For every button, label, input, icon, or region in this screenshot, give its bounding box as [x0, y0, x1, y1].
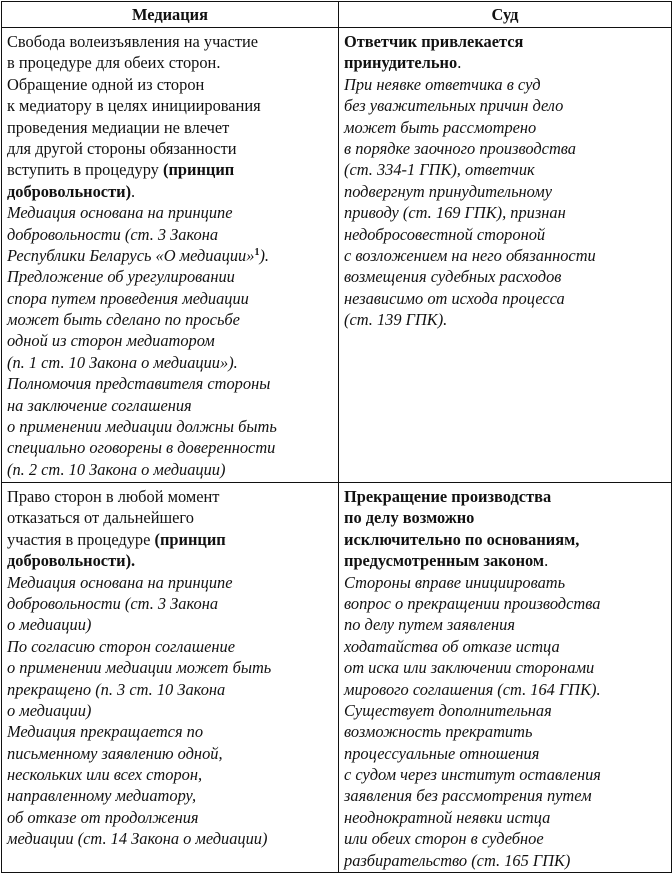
- text-line: подвергнут принудительному: [344, 181, 552, 201]
- text-line: в процедуре для обеих сторон.: [7, 53, 221, 73]
- text-fragment: .: [457, 53, 462, 73]
- text-line: нескольких или всех сторон,: [7, 765, 203, 785]
- text-line: добровольности (ст. 3 Закона: [7, 593, 219, 613]
- text-line: (п. 2 ст. 10 Закона о медиации): [7, 459, 226, 479]
- text-line: в порядке заочного производства: [344, 138, 576, 158]
- text-line: о медиации): [7, 700, 92, 720]
- text-line: Полномочия представителя стороны: [7, 374, 271, 394]
- text-line: [344, 52, 667, 73]
- text-line: без уважительных причин дело: [344, 96, 564, 116]
- text-line: с судом через институт оставления: [344, 765, 601, 785]
- text-line: о применении медиации может быть: [7, 658, 272, 678]
- text-line: одной из сторон медиатором: [7, 331, 215, 351]
- text-line: [344, 550, 667, 571]
- text-line: Медиация основана на принципе: [7, 572, 233, 592]
- principle-label: (принцип: [154, 529, 226, 549]
- text-line: По согласию сторон соглашение: [7, 636, 235, 656]
- text-fragment: принудительно: [344, 53, 458, 73]
- text-line: Ответчик привлекается: [344, 32, 524, 51]
- text-line: проведения медиации не влечет: [7, 117, 230, 137]
- row2-mediation-cell: [2, 483, 339, 873]
- text-line: независимо от исхода процесса: [344, 288, 565, 308]
- text-line: о медиации): [7, 615, 92, 635]
- text-line: Существует дополнительная: [344, 700, 552, 720]
- text-fragment: ).: [259, 245, 270, 265]
- text-line: мирового соглашения (ст. 164 ГПК).: [344, 679, 601, 699]
- table-header-row: [2, 2, 672, 28]
- text-line: [7, 529, 334, 550]
- text-line: добровольности).: [7, 551, 136, 571]
- text-line: на заключение соглашения: [7, 395, 192, 415]
- text-fragment: предусмотренным законом: [344, 551, 545, 571]
- text-line: медиации (ст. 14 Закона о медиации): [7, 829, 268, 849]
- row1-court-cell: [339, 28, 672, 483]
- text-fragment: участия в процедуре: [7, 529, 155, 549]
- table-row: [2, 483, 672, 873]
- text-line: от иска или заключении сторонами: [344, 658, 595, 678]
- text-line: возмещения судебных расходов: [344, 267, 562, 287]
- text-line: о применении медиации должны быть: [7, 417, 277, 437]
- text-line: письменному заявлению одной,: [7, 743, 223, 763]
- text-line: Право сторон в любой момент: [7, 487, 220, 506]
- text-line: ходатайства об отказе истца: [344, 636, 560, 656]
- text-line: Предложение об урегулировании: [7, 267, 235, 287]
- text-line: (ст. 139 ГПК).: [344, 310, 448, 330]
- text-line: приводу (ст. 169 ГПК), признан: [344, 203, 566, 223]
- text-line: спора путем проведения медиации: [7, 288, 249, 308]
- text-line: недобросовестной стороной: [344, 224, 546, 244]
- text-line: [7, 245, 334, 266]
- text-line: (п. 1 ст. 10 Закона о медиации»).: [7, 352, 238, 372]
- row1-mediation-cell: [2, 28, 339, 483]
- header-court: Суд: [339, 2, 672, 28]
- text-line: направленному медиатору,: [7, 786, 197, 806]
- text-line: Стороны вправе инициировать: [344, 572, 566, 592]
- text-line: может быть сделано по просьбе: [7, 310, 240, 330]
- comparison-table: [1, 1, 672, 873]
- text-fragment: .: [131, 181, 136, 201]
- text-line: для другой стороны обязанности: [7, 138, 237, 158]
- text-line: исключительно по основаниям,: [344, 529, 580, 549]
- text-line: (ст. 334-1 ГПК), ответчик: [344, 160, 535, 180]
- text-line: заявления без рассмотрения путем: [344, 786, 592, 806]
- text-line: неоднократной неявки истца: [344, 807, 551, 827]
- text-line: вопрос о прекращении производства: [344, 593, 601, 613]
- text-line: Обращение одной из сторон: [7, 74, 205, 94]
- row2-court-cell: [339, 483, 672, 873]
- text-line: с возложением на него обязанности: [344, 245, 596, 265]
- text-line: возможность прекратить: [344, 722, 533, 742]
- text-line: прекращено (п. 3 ст. 10 Закона: [7, 679, 226, 699]
- principle-label: добровольности): [7, 181, 132, 201]
- text-line: отказаться от дальнейшего: [7, 508, 194, 528]
- text-line: по делу возможно: [344, 508, 475, 528]
- text-fragment: вступить в процедуру: [7, 160, 163, 180]
- document-page: [0, 1, 672, 878]
- table-row: [2, 28, 672, 483]
- text-line: Медиация основана на принципе: [7, 203, 233, 223]
- text-line: об отказе от продолжения: [7, 807, 199, 827]
- text-line: При неявке ответчика в суд: [344, 74, 541, 94]
- text-fragment: Республики Беларусь «О медиации»: [7, 245, 255, 265]
- text-line: Прекращение производства: [344, 487, 552, 506]
- text-line: может быть рассмотрено: [344, 117, 537, 137]
- footnote-marker: 1: [254, 246, 260, 258]
- text-line: разбирательство (ст. 165 ГПК): [344, 850, 571, 870]
- text-line: Свобода волеизъявления на участие: [7, 32, 259, 51]
- text-fragment: .: [544, 551, 549, 571]
- text-line: или обеих сторон в судебное: [344, 829, 544, 849]
- text-line: по делу путем заявления: [344, 615, 515, 635]
- text-line: [7, 159, 334, 180]
- header-mediation: Медиация: [2, 2, 339, 28]
- text-line: к медиатору в целях инициирования: [7, 96, 261, 116]
- text-line: процессуальные отношения: [344, 743, 540, 763]
- principle-label: (принцип: [162, 160, 235, 180]
- text-line: [7, 181, 334, 202]
- text-line: Медиация прекращается по: [7, 722, 204, 742]
- text-line: добровольности (ст. 3 Закона: [7, 224, 219, 244]
- text-line: специально оговорены в доверенности: [7, 438, 276, 458]
